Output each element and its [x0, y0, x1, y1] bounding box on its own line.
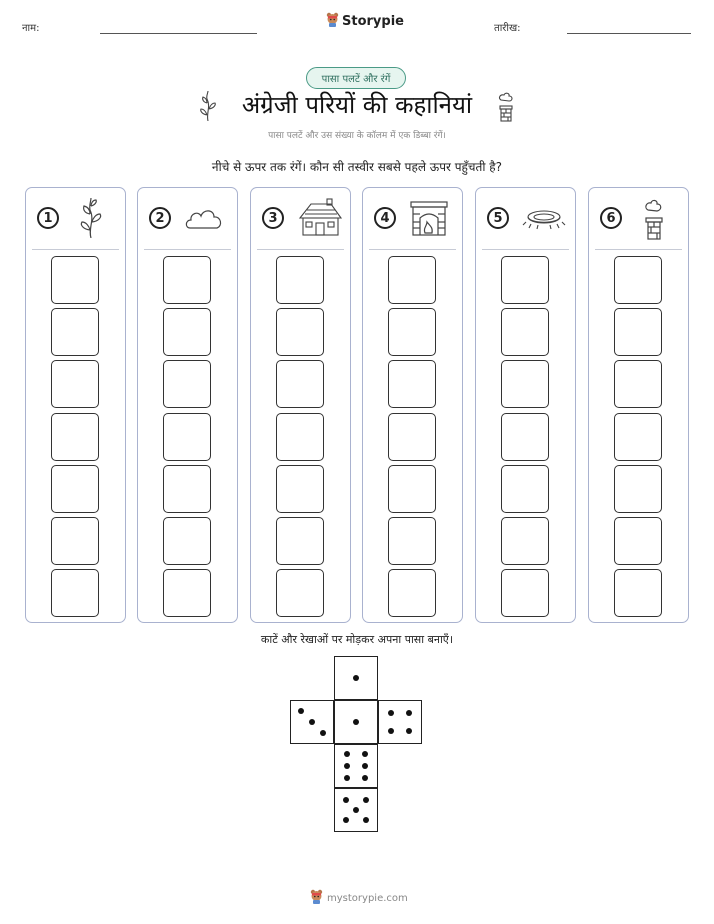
- color-box[interactable]: [501, 569, 549, 617]
- color-box[interactable]: [51, 308, 99, 356]
- color-box[interactable]: [276, 517, 324, 565]
- die-pip: [388, 710, 394, 716]
- color-box[interactable]: [163, 517, 211, 565]
- color-box[interactable]: [614, 256, 662, 304]
- color-box[interactable]: [614, 360, 662, 408]
- color-box[interactable]: [614, 413, 662, 461]
- color-box[interactable]: [388, 413, 436, 461]
- color-box[interactable]: [51, 256, 99, 304]
- column-number: 4: [374, 207, 396, 229]
- die-pip: [343, 797, 349, 803]
- color-box[interactable]: [501, 517, 549, 565]
- page-title: अंग्रेजी परियों की कहानियां: [241, 91, 473, 119]
- color-box[interactable]: [51, 360, 99, 408]
- die-face: [334, 656, 378, 700]
- column-number: 5: [487, 207, 509, 229]
- color-box[interactable]: [51, 517, 99, 565]
- column-6: [588, 187, 689, 623]
- cut-instruction: काटें और रेखाओं पर मोड़कर अपना पासा बनाएँ।: [260, 633, 454, 646]
- die-pip: [298, 708, 304, 714]
- color-box[interactable]: [501, 308, 549, 356]
- color-box[interactable]: [501, 256, 549, 304]
- column-divider: [369, 249, 456, 250]
- die-pip: [362, 751, 368, 757]
- color-box[interactable]: [614, 517, 662, 565]
- cottage-icon: [297, 198, 343, 242]
- die-pip: [344, 775, 350, 781]
- subtitle: पासा पलटें और उस संख्या के कॉलम में एक डिब्बा रंगें।: [268, 131, 446, 141]
- footer: [310, 889, 408, 907]
- color-box[interactable]: [276, 569, 324, 617]
- column-divider: [32, 249, 119, 250]
- color-box[interactable]: [51, 465, 99, 513]
- color-box[interactable]: [614, 308, 662, 356]
- color-box[interactable]: [276, 360, 324, 408]
- column-divider: [482, 249, 569, 250]
- color-box[interactable]: [614, 465, 662, 513]
- column-divider: [257, 249, 344, 250]
- color-box[interactable]: [501, 413, 549, 461]
- column-divider: [595, 249, 682, 250]
- die-pip: [353, 675, 359, 681]
- nest-icon: [522, 198, 566, 242]
- chimney-icon: [496, 92, 516, 126]
- color-box[interactable]: [163, 465, 211, 513]
- color-box[interactable]: [388, 256, 436, 304]
- die-face: [334, 744, 378, 788]
- color-box[interactable]: [388, 360, 436, 408]
- fireplace-icon: [409, 198, 449, 242]
- column-number: 6: [600, 207, 622, 229]
- die-pip: [353, 807, 359, 813]
- chimney-icon: [641, 198, 667, 244]
- color-box[interactable]: [614, 569, 662, 617]
- color-box[interactable]: [276, 413, 324, 461]
- die-pip: [363, 797, 369, 803]
- beanstalk-icon: [78, 198, 104, 242]
- color-box[interactable]: [51, 569, 99, 617]
- die-face: [378, 700, 422, 744]
- color-box[interactable]: [163, 308, 211, 356]
- color-box[interactable]: [388, 465, 436, 513]
- color-box[interactable]: [501, 465, 549, 513]
- die-pip: [406, 710, 412, 716]
- die-pip: [344, 751, 350, 757]
- column-number: 2: [149, 207, 171, 229]
- date-line[interactable]: [567, 33, 691, 34]
- die-pip: [344, 763, 350, 769]
- brand-logo: [326, 12, 404, 31]
- die-pip: [320, 730, 326, 736]
- color-box[interactable]: [276, 308, 324, 356]
- color-box[interactable]: [501, 360, 549, 408]
- die-face: [290, 700, 334, 744]
- die-pip: [363, 817, 369, 823]
- date-label: तारीख:: [494, 23, 521, 34]
- column-2: [137, 187, 238, 623]
- brand-name: Storypie: [342, 14, 404, 29]
- color-box[interactable]: [163, 256, 211, 304]
- column-1: [25, 187, 126, 623]
- die-face: [334, 700, 378, 744]
- die-pip: [353, 719, 359, 725]
- color-box[interactable]: [163, 360, 211, 408]
- column-3: [250, 187, 351, 623]
- die-pip: [388, 728, 394, 734]
- column-divider: [144, 249, 231, 250]
- die-face: [334, 788, 378, 832]
- activity-pill: पासा पलटें और रंगें: [306, 67, 406, 89]
- color-box[interactable]: [276, 256, 324, 304]
- die-pip: [343, 817, 349, 823]
- cloud-icon: [184, 198, 224, 242]
- color-box[interactable]: [388, 308, 436, 356]
- name-label: नाम:: [22, 23, 40, 34]
- column-5: [475, 187, 576, 623]
- color-box[interactable]: [388, 517, 436, 565]
- column-number: 3: [262, 207, 284, 229]
- bear-logo-icon: [326, 12, 339, 31]
- die-net: [290, 656, 424, 834]
- die-pip: [362, 763, 368, 769]
- color-box[interactable]: [163, 413, 211, 461]
- color-box[interactable]: [163, 569, 211, 617]
- column-4: [362, 187, 463, 623]
- color-box[interactable]: [276, 465, 324, 513]
- name-line[interactable]: [100, 33, 257, 34]
- bear-logo-icon: [310, 889, 323, 907]
- color-box[interactable]: [51, 413, 99, 461]
- instruction: नीचे से ऊपर तक रंगें। कौन सी तस्वीर सबसे पहले ऊपर पहुँचती है?: [211, 160, 503, 174]
- footer-url: mystorypie.com: [327, 892, 408, 904]
- color-box[interactable]: [388, 569, 436, 617]
- die-pip: [309, 719, 315, 725]
- die-pip: [406, 728, 412, 734]
- die-pip: [362, 775, 368, 781]
- column-number: 1: [37, 207, 59, 229]
